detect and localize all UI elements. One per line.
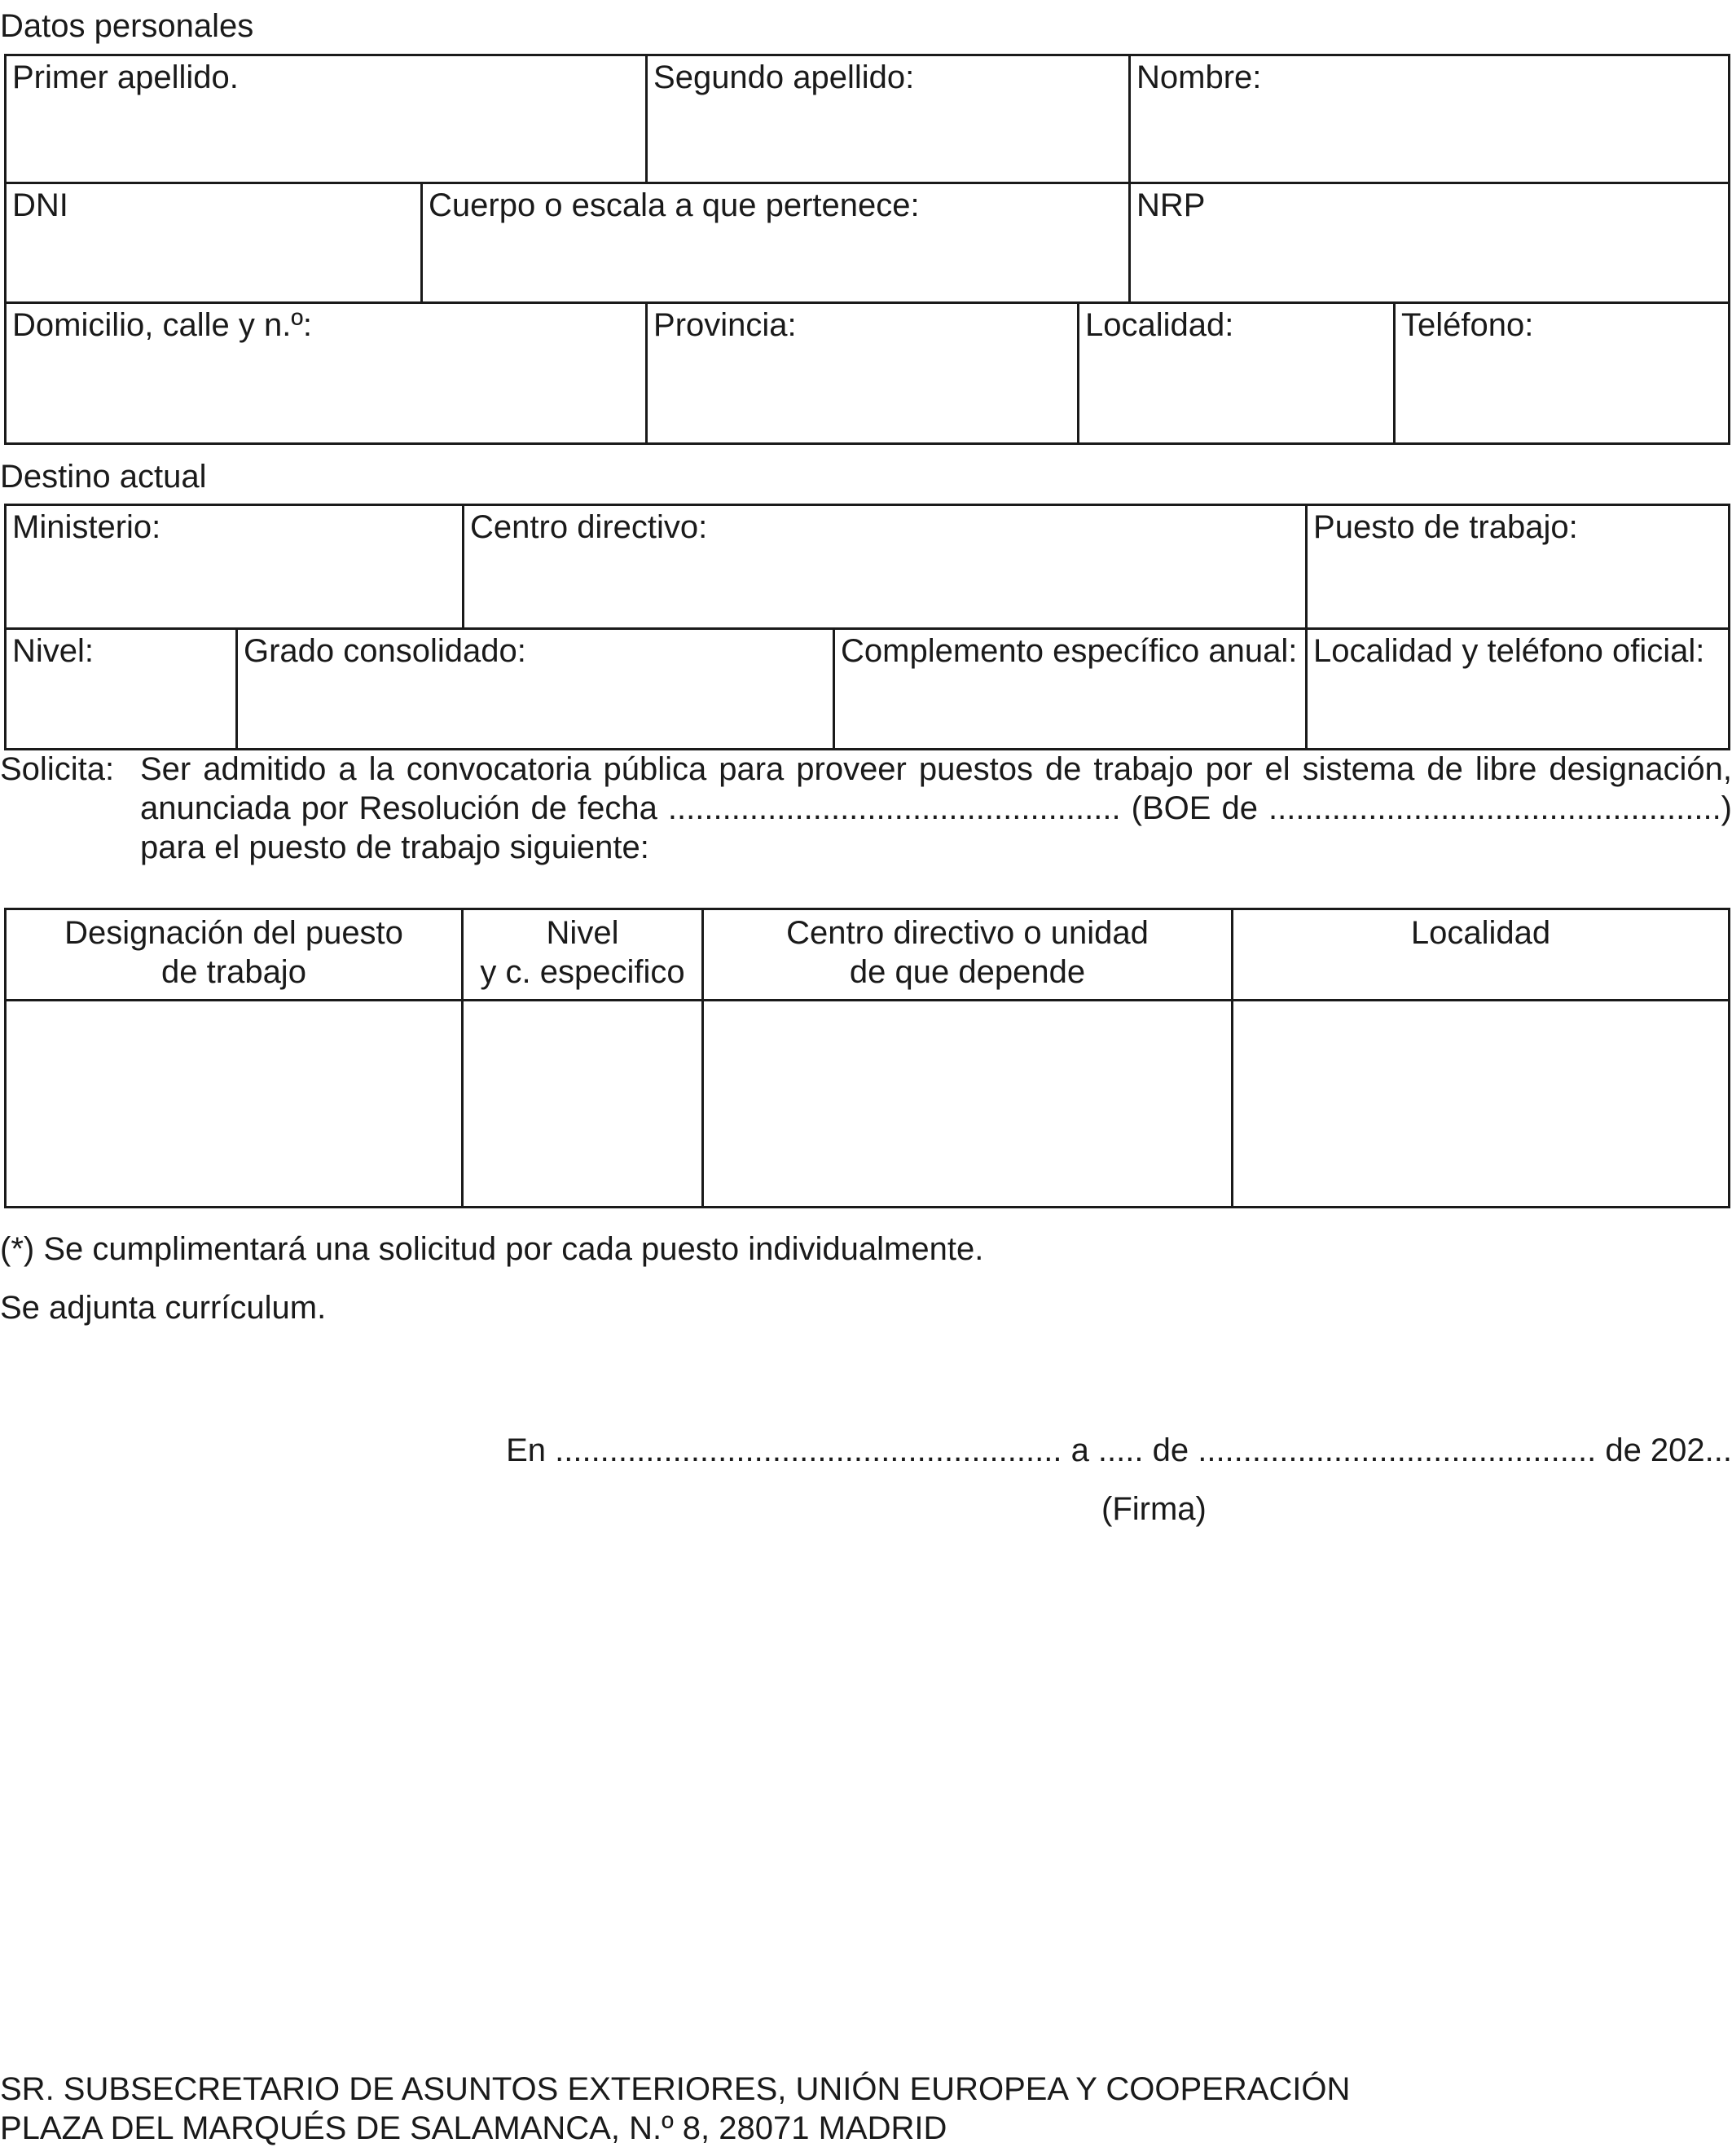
header-line: y c. especifico: [480, 954, 685, 990]
solicita-text: [140, 750, 1732, 867]
field-label: Localidad:: [1085, 307, 1234, 343]
field-label: Provincia:: [653, 307, 797, 343]
localidad-telefono-oficial-field[interactable]: [1307, 629, 1730, 750]
solicita-line-1: [140, 750, 1732, 789]
cuerpo-escala-field[interactable]: [422, 183, 1130, 303]
dni-field[interactable]: [6, 183, 422, 303]
header-line: Centro directivo o unidad: [786, 915, 1149, 951]
field-label: Primer apellido.: [12, 59, 239, 95]
primer-apellido-field[interactable]: [6, 55, 647, 183]
field-label: Teléfono:: [1401, 307, 1534, 343]
complemento-especifico-field[interactable]: [834, 629, 1307, 750]
header-nivel: [463, 909, 703, 1001]
localidad-field[interactable]: [1079, 303, 1395, 444]
field-label: NRP: [1136, 187, 1206, 223]
header-line: de trabajo: [161, 954, 306, 990]
header-centro-directivo: [703, 909, 1233, 1001]
field-label: Cuerpo o escala a que pertenece:: [429, 187, 920, 223]
field-label: Complemento específico anual:: [841, 633, 1298, 669]
puesto-trabajo-field[interactable]: [1307, 505, 1730, 629]
field-label: DNI: [12, 187, 68, 223]
field-label: Centro directivo:: [470, 509, 708, 545]
header-line: de que depende: [849, 954, 1086, 990]
curriculum-note: Se adjunta currículum.: [0, 1290, 327, 1326]
header-line: Localidad: [1410, 915, 1551, 951]
footnote: (*) Se cumplimentará una solicitud por cada puesto individualmente.: [0, 1231, 984, 1267]
nrp-field[interactable]: [1130, 183, 1730, 303]
field-label: Ministerio:: [12, 509, 161, 545]
field-label: Puesto de trabajo:: [1313, 509, 1578, 545]
centro-directivo-field[interactable]: [464, 505, 1307, 629]
nombre-field[interactable]: [1130, 55, 1730, 183]
grado-consolidado-field[interactable]: [237, 629, 834, 750]
header-localidad: [1233, 909, 1730, 1001]
field-label: Segundo apellido:: [653, 59, 915, 95]
solicita-label: Solicita:: [0, 751, 115, 787]
provincia-field[interactable]: [647, 303, 1079, 444]
header-designacion: [6, 909, 463, 1001]
nivel-field[interactable]: [6, 629, 237, 750]
header-line: Nivel: [546, 915, 619, 951]
datos-personales-table: [4, 54, 1730, 445]
justified-text: anunciada por Resolución de fecha .................................................. (BOE de ..................................................): [140, 790, 1732, 826]
place-date-line: En ........................................................ a ..... de ............................................ de 202...: [506, 1432, 1732, 1468]
ministerio-field[interactable]: [6, 505, 464, 629]
telefono-field[interactable]: [1395, 303, 1730, 444]
field-label: Domicilio, calle y n.º:: [12, 307, 313, 343]
destino-actual-table: [4, 504, 1730, 750]
field-label: Grado consolidado:: [244, 633, 526, 669]
addressee-line-2: PLAZA DEL MARQUÉS DE SALAMANCA, N.º 8, 28071 MADRID: [0, 2110, 947, 2146]
justified-text: Ser admitido a la convocatoria pública para proveer puestos de trabajo por el sistema de libre designación,: [140, 751, 1732, 787]
field-label: Nivel:: [12, 633, 95, 669]
domicilio-field[interactable]: [6, 303, 647, 444]
firma-label: (Firma): [1101, 1491, 1207, 1527]
header-line: Designación del puesto: [64, 915, 403, 951]
section-title-destino-actual: Destino actual: [0, 459, 207, 495]
segundo-apellido-field[interactable]: [647, 55, 1130, 183]
field-label: Localidad y teléfono oficial:: [1313, 633, 1705, 669]
section-title-datos-personales: Datos personales: [0, 8, 254, 44]
designacion-cell[interactable]: [6, 1001, 463, 1208]
localidad-cell[interactable]: [1233, 1001, 1730, 1208]
solicita-line-3: para el puesto de trabajo siguiente:: [140, 829, 649, 865]
puesto-solicitado-table: [4, 908, 1730, 1208]
field-label: Nombre:: [1136, 59, 1262, 95]
solicita-line-2: [140, 789, 1732, 828]
centro-directivo-cell[interactable]: [703, 1001, 1233, 1208]
nivel-cell[interactable]: [463, 1001, 703, 1208]
addressee-line-1: SR. SUBSECRETARIO DE ASUNTOS EXTERIORES, UNIÓN EUROPEA Y COOPERACIÓN: [0, 2071, 1351, 2107]
